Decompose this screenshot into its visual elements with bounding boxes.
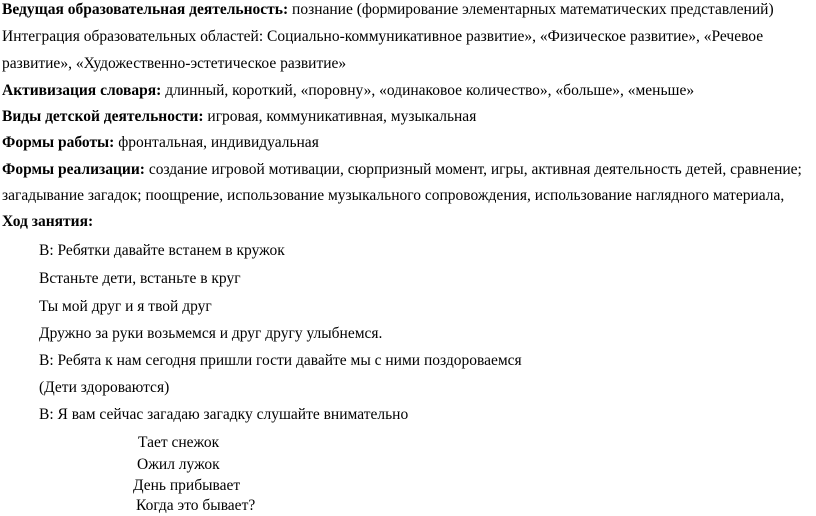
riddle-line: День прибывает (133, 477, 241, 494)
realization-text-1: создание игровой мотивации, сюрпризный момент, игры, активная деятельность детей, сравнение; (144, 161, 802, 178)
realization-label: Формы реализации: (2, 161, 145, 178)
activity-types-label: Виды детской деятельности: (2, 108, 204, 125)
lesson-line: Ты мой друг и я твой друг (39, 298, 212, 315)
activity-types-text: игровая, коммуникативная, музыкальная (203, 108, 477, 125)
work-forms-line (2, 133, 319, 153)
work-forms-label: Формы работы: (2, 134, 115, 151)
vocabulary-line (2, 81, 694, 101)
realization-line-2: загадывание загадок; поощрение, использование музыкального сопровождения, использование наглядного материала, (2, 187, 785, 204)
lesson-line: В: Ребятки давайте встанем в кружок (39, 242, 285, 259)
work-forms-text: фронтальная, индивидуальная (114, 134, 319, 151)
lesson-line: Дружно за руки возьмемся и друг другу улыбнемся. (39, 325, 383, 342)
lesson-line: В: Я вам сейчас загадаю загадку слушайте внимательно (39, 406, 409, 423)
lead-activity-text: познание (формирование элементарных математических представлений) (288, 1, 774, 18)
lesson-line: Встаньте дети, встаньте в круг (39, 270, 241, 287)
riddle-line: Тает снежок (138, 434, 220, 451)
lead-activity-label: Ведущая образовательная деятельность: (2, 1, 289, 18)
activity-types-line (2, 107, 476, 127)
riddle-line: Ожил лужок (137, 456, 220, 473)
vocabulary-label: Активизация словаря: (2, 82, 162, 99)
lesson-line: (Дети здороваются) (39, 379, 170, 396)
riddle-line: Когда это бывает? (136, 497, 256, 514)
integration-line-1: Интеграция образовательных областей: Социально-коммуникативное развитие», «Физическое развитие», «Речевое (2, 28, 764, 45)
vocabulary-text: длинный, короткий, «поровну», «одинаковое количество», «больше», «меньше» (161, 82, 695, 99)
lead-activity-line (2, 0, 774, 20)
realization-line-1 (2, 160, 802, 180)
lesson-course-heading: Ход занятия: (2, 213, 94, 230)
lesson-line: В: Ребята к нам сегодня пришли гости давайте мы с ними поздороваемся (39, 352, 522, 369)
integration-line-2: развитие», «Художественно-эстетическое развитие» (2, 55, 347, 72)
